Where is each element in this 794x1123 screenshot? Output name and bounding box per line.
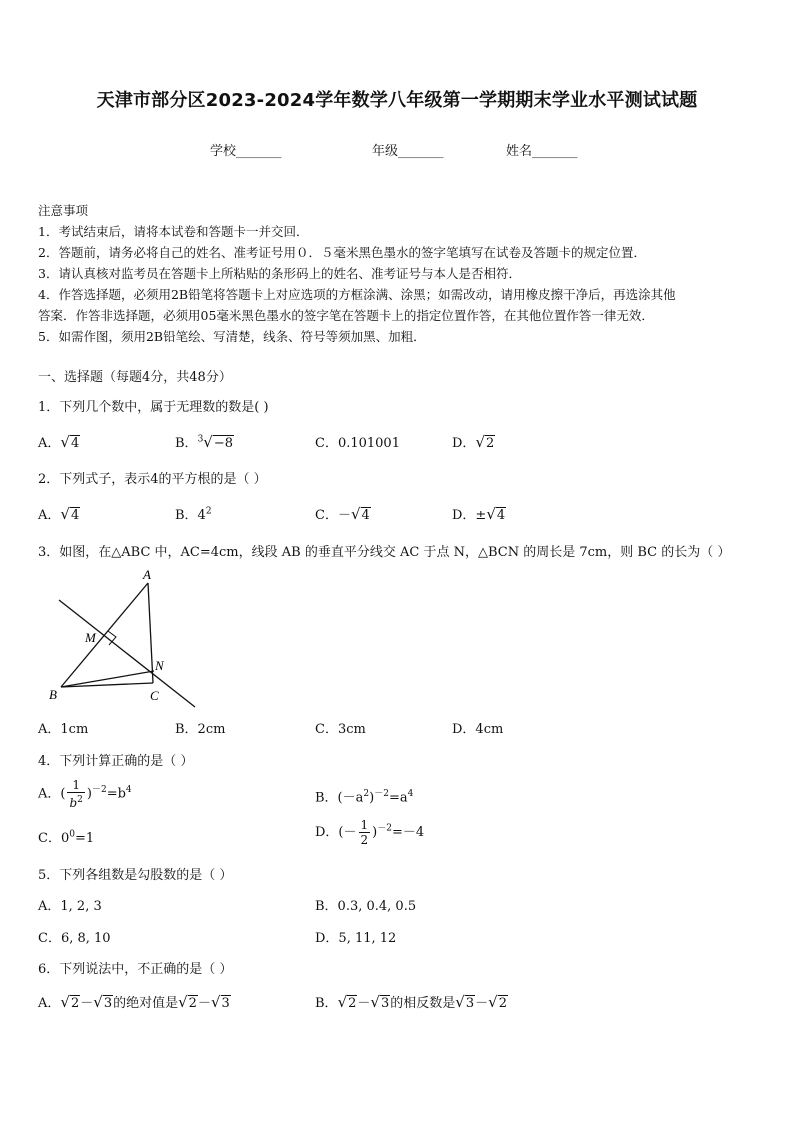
label-n: N	[155, 658, 164, 673]
exam-title: 天津市部分区2023-2024学年数学八年级第一学期期末学业水平测试试题	[96, 90, 698, 111]
q1-option-b: B．$^3$√−8	[175, 433, 234, 451]
triangle-figure	[45, 565, 205, 710]
question-1-stem: 1．下列几个数中，属于无理数的数是( )	[38, 400, 269, 415]
segment-ab	[61, 583, 148, 687]
notice-item: 3．请认真核对监考员在答题卡上所粘贴的条形码上的姓名、准考证号与本人是否相符．	[38, 266, 521, 281]
q1-option-a: A．√4	[38, 433, 80, 451]
section-heading: 一、选择题（每题4分，共48分）	[38, 370, 232, 385]
q5-option-d: D．5, 11, 12	[315, 931, 397, 946]
right-angle-mark	[108, 631, 116, 645]
notice-item: 1．考试结束后，请将本试卷和答题卡一并交回．	[38, 224, 309, 239]
label-b: B	[49, 687, 57, 702]
school-field: 学校_______	[210, 144, 282, 159]
q3-option-b: B．2cm	[175, 722, 226, 737]
q5-option-a: A．1, 2, 3	[38, 899, 102, 914]
segment-ac	[148, 583, 153, 683]
grade-field: 年级_______	[372, 144, 444, 159]
question-5-stem: 5．下列各组数是勾股数的是（ ）	[38, 868, 233, 883]
label-m: M	[85, 630, 96, 645]
question-4-stem: 4．下列计算正确的是（ ）	[38, 754, 194, 769]
q4-option-d: D．(－ $\frac{1}{2}$ )$^{-2}$=－4	[315, 818, 425, 847]
label-a: A	[143, 567, 151, 582]
q4-option-b: B．$(-a^2)^{-2}=a^4$	[315, 789, 414, 806]
q3-option-a: A．1cm	[38, 722, 89, 737]
q2-option-d: D．±√4	[452, 505, 506, 523]
q6-option-a: A．√2－√3的绝对值是√2－√3	[38, 993, 230, 1011]
notice-heading: 注意事项	[38, 203, 89, 218]
q2-option-b: B．$4^2$	[175, 506, 212, 523]
notice-item: 4．作答选择题，必须用2B铅笔将答题卡上对应选项的方框涂满、涂黑；如需改动，请用橡皮擦干净后，再选涂其他	[38, 287, 676, 302]
question-6-stem: 6．下列说法中，不正确的是（ ）	[38, 962, 233, 977]
notice-item: 5．如需作图，须用2B铅笔绘、写清楚，线条、符号等须加黑、加粗．	[38, 329, 426, 344]
name-field: 姓名_______	[506, 144, 578, 159]
q5-option-c: C．6, 8, 10	[38, 931, 111, 946]
notice-block	[38, 200, 760, 347]
q1-option-c: C．0.101001	[315, 436, 400, 451]
notice-item: 2．答题前，请务必将自己的姓名、准考证号用０．５毫米黑色墨水的签字笔填写在试卷及答题卡的规定位置．	[38, 245, 646, 260]
notice-item: 答案．作答非选择题，必须用05毫米黑色墨水的签字笔在答题卡上的指定位置作答，在其他位置作答一律无效．	[38, 308, 654, 323]
q3-option-c: C．3cm	[315, 722, 366, 737]
q4-option-c: C．$0^0=1$	[38, 829, 95, 846]
label-c: C	[150, 688, 159, 703]
q1-option-d: D．√2	[452, 433, 495, 451]
q6-option-b: B．√2－√3的相反数是√3－√2	[315, 993, 507, 1011]
perpendicular-bisector-line	[59, 600, 195, 707]
q2-option-a: A．√4	[38, 505, 80, 523]
q3-option-d: D．4cm	[452, 722, 504, 737]
q4-option-a: A．( $\frac{1}{b^2}$ )$^{-2}=b^4$	[38, 778, 132, 810]
question-2-stem: 2．下列式子，表示4的平方根的是（ ）	[38, 472, 267, 487]
q2-option-c: C．－√4	[315, 505, 370, 523]
q5-option-b: B．0.3, 0.4, 0.5	[315, 899, 417, 914]
question-3-stem: 3．如图，在△ABC 中，AC=4cm，线段 AB 的垂直平分线交 AC 于点 N，△BCN 的周长是 7cm，则 BC 的长为（ ）	[38, 545, 731, 560]
